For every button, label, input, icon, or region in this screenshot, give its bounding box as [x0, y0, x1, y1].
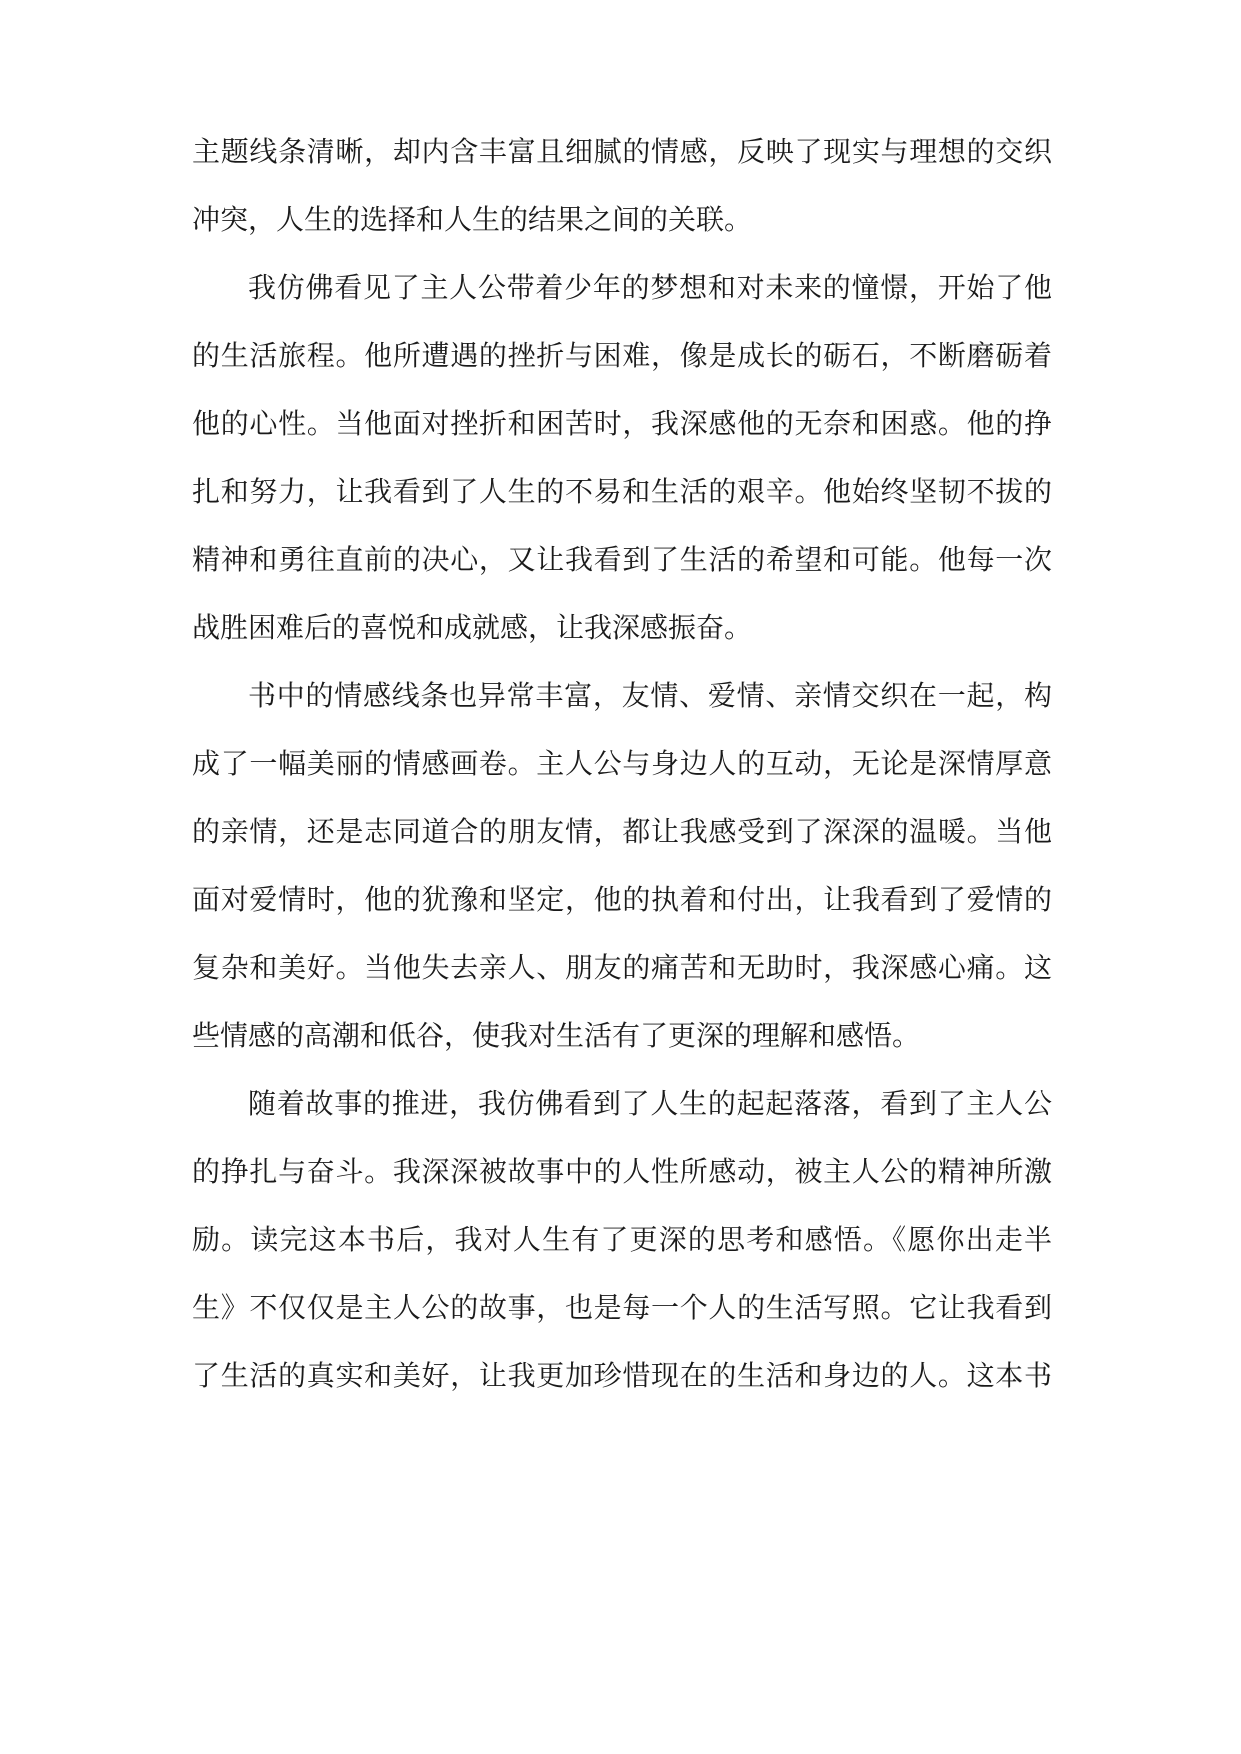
text-line: 书中的情感线条也异常丰富，友情、爱情、亲情交织在一起，构: [248, 679, 1052, 712]
text-line: 成了一幅美丽的情感画卷。主人公与身边人的互动，无论是深情厚意: [192, 747, 1052, 780]
text-line: 扎和努力，让我看到了人生的不易和生活的艰辛。他始终坚韧不拔的: [192, 475, 1052, 508]
text-line: 冲突，人生的选择和人生的结果之间的关联。: [192, 203, 753, 236]
text-line: 的挣扎与奋斗。我深深被故事中的人性所感动，被主人公的精神所激: [192, 1155, 1052, 1188]
text-line: 随着故事的推进，我仿佛看到了人生的起起落落，看到了主人公: [248, 1087, 1052, 1120]
text-line: 了生活的真实和美好，让我更加珍惜现在的生活和身边的人。这本书: [192, 1359, 1052, 1392]
text-line: 他的心性。当他面对挫折和困苦时，我深感他的无奈和困惑。他的挣: [192, 407, 1052, 440]
text-line: 主题线条清晰，却内含丰富且细腻的情感，反映了现实与理想的交织: [192, 135, 1052, 168]
text-line: 的生活旅程。他所遭遇的挫折与困难，像是成长的砺石，不断磨砺着: [192, 339, 1052, 372]
text-line: 些情感的高潮和低谷，使我对生活有了更深的理解和感悟。: [192, 1019, 921, 1052]
text-line: 战胜困难后的喜悦和成就感，让我深感振奋。: [192, 611, 753, 644]
text-line: 励。读完这本书后，我对人生有了更深的思考和感悟。《愿你出走半: [192, 1223, 1052, 1256]
text-line: 精神和勇往直前的决心，又让我看到了生活的希望和可能。他每一次: [192, 543, 1052, 576]
text-line: 我仿佛看见了主人公带着少年的梦想和对未来的憧憬，开始了他: [248, 271, 1052, 304]
text-line: 面对爱情时，他的犹豫和坚定，他的执着和付出，让我看到了爱情的: [192, 883, 1052, 916]
text-line: 的亲情，还是志同道合的朋友情，都让我感受到了深深的温暖。当他: [192, 815, 1052, 848]
text-line: 生》不仅仅是主人公的故事，也是每一个人的生活写照。它让我看到: [192, 1291, 1052, 1324]
text-line: 复杂和美好。当他失去亲人、朋友的痛苦和无助时，我深感心痛。这: [192, 951, 1052, 984]
